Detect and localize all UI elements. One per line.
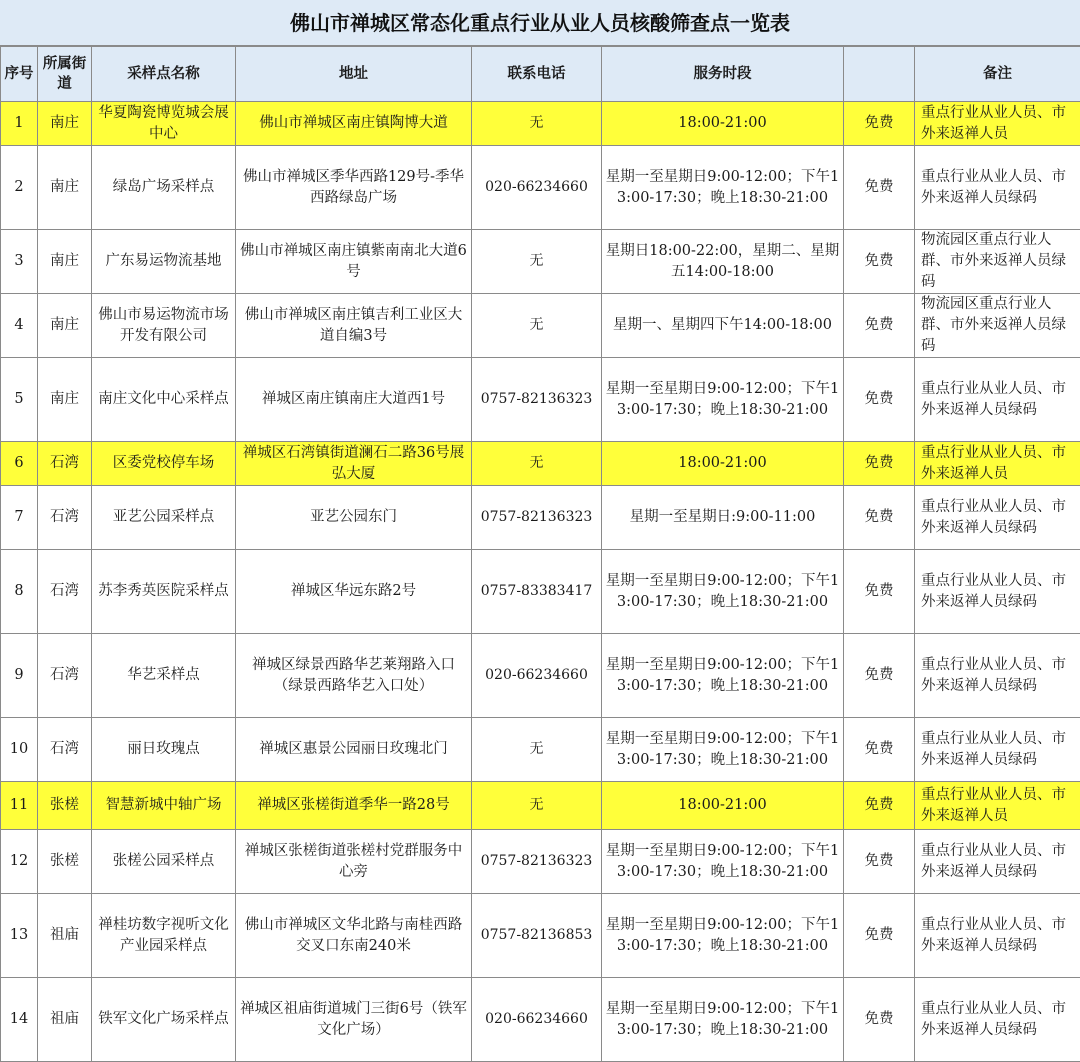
cell-no: 13 — [1, 894, 38, 978]
cell-no: 9 — [1, 634, 38, 718]
cell-site: 南庄文化中心采样点 — [92, 358, 236, 442]
cell-hours: 星期一至星期日9:00-12:00；下午13:00-17:30；晚上18:30-21:00 — [602, 830, 844, 894]
cell-remark: 重点行业从业人员、市外来返禅人员绿码 — [915, 894, 1080, 978]
table-row — [1, 294, 1080, 358]
table-row — [1, 230, 1080, 294]
table-row — [1, 782, 1080, 830]
cell-fee: 免费 — [844, 634, 915, 718]
cell-street: 南庄 — [38, 358, 92, 442]
cell-remark: 重点行业从业人员、市外来返禅人员绿码 — [915, 718, 1080, 782]
cell-site: 丽日玫瑰点 — [92, 718, 236, 782]
cell-no: 5 — [1, 358, 38, 442]
cell-hours: 星期一至星期日9:00-12:00；下午13:00-17:30；晚上18:30-21:00 — [602, 718, 844, 782]
cell-remark: 重点行业从业人员、市外来返禅人员绿码 — [915, 146, 1080, 230]
cell-no: 12 — [1, 830, 38, 894]
cell-remark: 重点行业从业人员、市外来返禅人员绿码 — [915, 550, 1080, 634]
header-hours: 服务时段 — [602, 47, 844, 102]
table-header-row — [1, 47, 1080, 102]
cell-phone: 0757-82136323 — [472, 830, 602, 894]
cell-hours: 18:00-21:00 — [602, 782, 844, 830]
cell-no: 10 — [1, 718, 38, 782]
header-phone: 联系电话 — [472, 47, 602, 102]
cell-no: 4 — [1, 294, 38, 358]
cell-street: 南庄 — [38, 146, 92, 230]
cell-street: 张槎 — [38, 782, 92, 830]
cell-phone: 0757-82136853 — [472, 894, 602, 978]
cell-address: 禅城区张槎街道张槎村党群服务中心旁 — [236, 830, 472, 894]
cell-address: 禅城区张槎街道季华一路28号 — [236, 782, 472, 830]
table-row — [1, 146, 1080, 230]
cell-no: 3 — [1, 230, 38, 294]
screening-sites-table — [0, 46, 1080, 1062]
table-row — [1, 358, 1080, 442]
header-address: 地址 — [236, 47, 472, 102]
header-fee — [844, 47, 915, 102]
cell-street: 张槎 — [38, 830, 92, 894]
cell-fee: 免费 — [844, 358, 915, 442]
cell-street: 祖庙 — [38, 978, 92, 1062]
cell-remark: 重点行业从业人员、市外来返禅人员 — [915, 102, 1080, 146]
cell-hours: 星期一至星期日:9:00-11:00 — [602, 486, 844, 550]
header-site: 采样点名称 — [92, 47, 236, 102]
cell-phone: 无 — [472, 294, 602, 358]
cell-address: 禅城区石湾镇街道澜石二路36号展弘大厦 — [236, 442, 472, 486]
cell-address: 佛山市禅城区南庄镇吉利工业区大道自编3号 — [236, 294, 472, 358]
cell-phone: 0757-83383417 — [472, 550, 602, 634]
table-row — [1, 102, 1080, 146]
cell-address: 佛山市禅城区南庄镇陶博大道 — [236, 102, 472, 146]
cell-site: 苏李秀英医院采样点 — [92, 550, 236, 634]
cell-hours: 星期一至星期日9:00-12:00；下午13:00-17:30；晚上18:30-21:00 — [602, 358, 844, 442]
cell-street: 石湾 — [38, 550, 92, 634]
table-row — [1, 830, 1080, 894]
cell-address: 佛山市禅城区南庄镇紫南南北大道6号 — [236, 230, 472, 294]
cell-address: 禅城区南庄镇南庄大道西1号 — [236, 358, 472, 442]
cell-street: 南庄 — [38, 230, 92, 294]
table-row — [1, 978, 1080, 1062]
cell-no: 14 — [1, 978, 38, 1062]
cell-fee: 免费 — [844, 978, 915, 1062]
table-row — [1, 718, 1080, 782]
cell-hours: 星期一至星期日9:00-12:00；下午13:00-17:30；晚上18:30-21:00 — [602, 146, 844, 230]
cell-no: 7 — [1, 486, 38, 550]
cell-phone: 无 — [472, 782, 602, 830]
cell-address: 禅城区惠景公园丽日玫瑰北门 — [236, 718, 472, 782]
cell-fee: 免费 — [844, 830, 915, 894]
cell-remark: 重点行业从业人员、市外来返禅人员绿码 — [915, 830, 1080, 894]
cell-no: 2 — [1, 146, 38, 230]
table-row — [1, 550, 1080, 634]
cell-street: 石湾 — [38, 486, 92, 550]
cell-no: 1 — [1, 102, 38, 146]
cell-address: 亚艺公园东门 — [236, 486, 472, 550]
header-no: 序号 — [1, 47, 38, 102]
cell-site: 华艺采样点 — [92, 634, 236, 718]
cell-remark: 重点行业从业人员、市外来返禅人员绿码 — [915, 486, 1080, 550]
cell-fee: 免费 — [844, 102, 915, 146]
cell-site: 广东易运物流基地 — [92, 230, 236, 294]
cell-street: 南庄 — [38, 294, 92, 358]
table-row — [1, 634, 1080, 718]
cell-address: 佛山市禅城区文华北路与南桂西路交叉口东南240米 — [236, 894, 472, 978]
cell-street: 祖庙 — [38, 894, 92, 978]
cell-site: 亚艺公园采样点 — [92, 486, 236, 550]
cell-remark: 重点行业从业人员、市外来返禅人员 — [915, 442, 1080, 486]
cell-site: 禅桂坊数字视听文化产业园采样点 — [92, 894, 236, 978]
header-street: 所属街道 — [38, 47, 92, 102]
cell-hours: 星期日18:00-22:00，星期二、星期五14:00-18:00 — [602, 230, 844, 294]
cell-address: 禅城区绿景西路华艺莱翔路入口（绿景西路华艺入口处） — [236, 634, 472, 718]
table-row — [1, 894, 1080, 978]
cell-hours: 星期一至星期日9:00-12:00；下午13:00-17:30；晚上18:30-21:00 — [602, 550, 844, 634]
cell-hours: 18:00-21:00 — [602, 102, 844, 146]
cell-street: 南庄 — [38, 102, 92, 146]
cell-phone: 020-66234660 — [472, 978, 602, 1062]
sheet-title: 佛山市禅城区常态化重点行业从业人员核酸筛查点一览表 — [0, 0, 1080, 46]
cell-fee: 免费 — [844, 442, 915, 486]
header-remark: 备注 — [915, 47, 1080, 102]
cell-site: 绿岛广场采样点 — [92, 146, 236, 230]
cell-site: 张槎公园采样点 — [92, 830, 236, 894]
cell-phone: 0757-82136323 — [472, 486, 602, 550]
cell-hours: 18:00-21:00 — [602, 442, 844, 486]
table-row — [1, 442, 1080, 486]
cell-phone: 无 — [472, 102, 602, 146]
cell-remark: 重点行业从业人员、市外来返禅人员 — [915, 782, 1080, 830]
cell-remark: 重点行业从业人员、市外来返禅人员绿码 — [915, 358, 1080, 442]
cell-phone: 无 — [472, 442, 602, 486]
cell-phone: 无 — [472, 230, 602, 294]
cell-hours: 星期一至星期日9:00-12:00；下午13:00-17:30；晚上18:30-21:00 — [602, 894, 844, 978]
table-row — [1, 486, 1080, 550]
cell-fee: 免费 — [844, 294, 915, 358]
cell-fee: 免费 — [844, 146, 915, 230]
cell-no: 6 — [1, 442, 38, 486]
cell-remark: 重点行业从业人员、市外来返禅人员绿码 — [915, 978, 1080, 1062]
cell-remark: 重点行业从业人员、市外来返禅人员绿码 — [915, 634, 1080, 718]
cell-phone: 0757-82136323 — [472, 358, 602, 442]
cell-phone: 无 — [472, 718, 602, 782]
cell-site: 铁军文化广场采样点 — [92, 978, 236, 1062]
cell-remark: 物流园区重点行业人群、市外来返禅人员绿码 — [915, 230, 1080, 294]
cell-site: 区委党校停车场 — [92, 442, 236, 486]
cell-hours: 星期一、星期四下午14:00-18:00 — [602, 294, 844, 358]
cell-address: 禅城区祖庙街道城门三街6号（铁军文化广场） — [236, 978, 472, 1062]
cell-site: 华夏陶瓷博览城会展中心 — [92, 102, 236, 146]
cell-site: 智慧新城中轴广场 — [92, 782, 236, 830]
cell-fee: 免费 — [844, 550, 915, 634]
cell-remark: 物流园区重点行业人群、市外来返禅人员绿码 — [915, 294, 1080, 358]
cell-hours: 星期一至星期日9:00-12:00；下午13:00-17:30；晚上18:30-21:00 — [602, 634, 844, 718]
cell-street: 石湾 — [38, 718, 92, 782]
cell-fee: 免费 — [844, 894, 915, 978]
cell-fee: 免费 — [844, 486, 915, 550]
cell-fee: 免费 — [844, 718, 915, 782]
cell-site: 佛山市易运物流市场开发有限公司 — [92, 294, 236, 358]
cell-hours: 星期一至星期日9:00-12:00；下午13:00-17:30；晚上18:30-21:00 — [602, 978, 844, 1062]
cell-street: 石湾 — [38, 442, 92, 486]
cell-phone: 020-66234660 — [472, 146, 602, 230]
cell-street: 石湾 — [38, 634, 92, 718]
cell-no: 8 — [1, 550, 38, 634]
cell-address: 禅城区华远东路2号 — [236, 550, 472, 634]
cell-fee: 免费 — [844, 782, 915, 830]
cell-phone: 020-66234660 — [472, 634, 602, 718]
cell-address: 佛山市禅城区季华西路129号-季华西路绿岛广场 — [236, 146, 472, 230]
cell-no: 11 — [1, 782, 38, 830]
cell-fee: 免费 — [844, 230, 915, 294]
